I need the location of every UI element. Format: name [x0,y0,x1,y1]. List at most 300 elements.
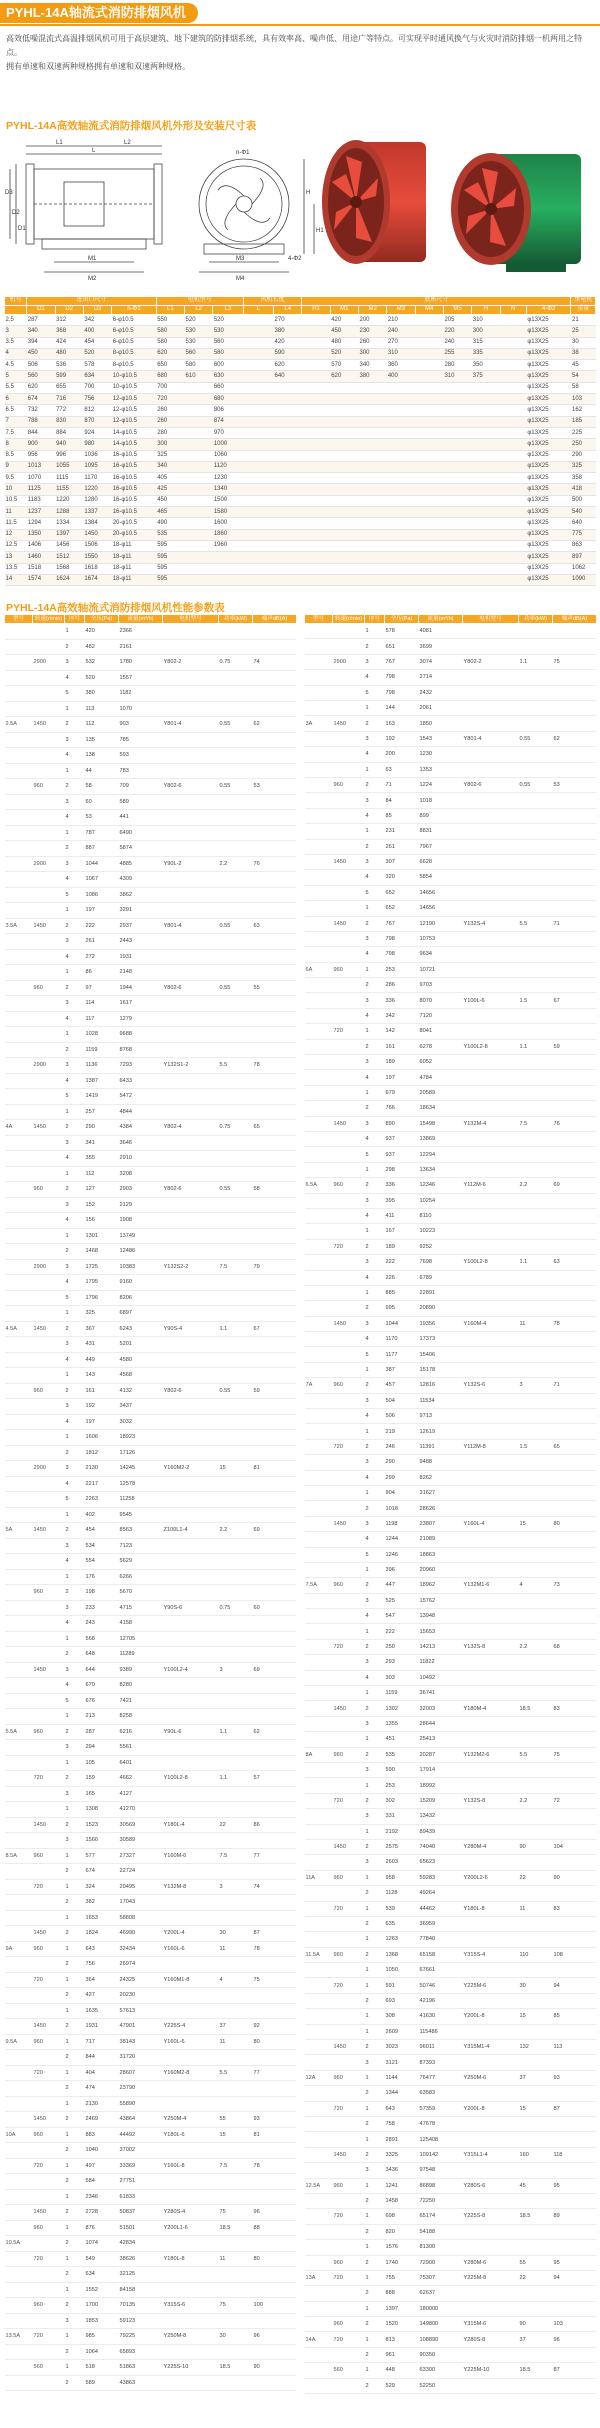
table-cell [387,439,415,450]
table-cell [305,731,333,746]
table-cell: 42196 [419,1993,463,2008]
table-cell: 12-φ10.5 [112,394,157,405]
table-row [305,1532,597,1547]
table-cell: 192 [85,1399,119,1415]
table-cell [519,1916,553,1931]
table-cell: Y100L-6 [463,993,519,1008]
table-cell [5,1771,33,1787]
table-cell [519,1993,553,2008]
table-cell [305,885,333,900]
table-cell [463,1716,519,1731]
table-cell: 13 [5,552,27,563]
table-cell: 0.55 [219,1182,253,1198]
table-cell: 10.5A [5,2236,33,2252]
table-cell: 308 [385,2009,419,2024]
table-cell [5,2003,33,2019]
table-cell [163,2344,219,2360]
table-cell [553,931,597,946]
table-cell [333,1609,365,1624]
table-cell [519,1347,553,1362]
table-cell: 43863 [119,2375,163,2391]
table-cell [5,1585,33,1601]
table-cell: 960 [33,2034,65,2050]
table-cell: 240 [387,326,415,337]
table-cell: 2 [65,1895,85,1911]
table-cell: 2 [65,1321,85,1337]
table-cell: 1468 [85,1244,119,1260]
table-cell: 504 [385,1393,419,1408]
table-cell [5,2096,33,2112]
table-cell: 1824 [85,1926,119,1942]
table-cell: 16-φ10.5 [112,461,157,472]
table-cell [305,1501,333,1516]
table-cell [33,887,65,903]
table-cell [163,1290,219,1306]
table-row [5,1213,297,1229]
table-cell [219,1802,253,1818]
table-cell [163,624,219,640]
table-cell: 4 [219,1972,253,1988]
table-cell [33,624,65,640]
table-row [305,1516,597,1531]
table-cell: 1700 [85,2298,119,2314]
table-cell [163,1414,219,1430]
table-row [5,1259,297,1275]
table-cell: 1 [365,1824,385,1839]
table-cell: 1520 [385,2317,419,2332]
table-cell [553,2116,597,2131]
table-cell: 1543 [419,731,463,746]
table-cell: 1576 [385,2240,419,2255]
table-row [5,1275,297,1291]
table-cell [519,1055,553,1070]
table-row [305,1562,597,1577]
table-cell: 1170 [385,1332,419,1347]
table-cell: 4568 [119,1368,163,1384]
table-cell [302,439,330,450]
dim-label: H1 [316,228,324,234]
table-cell [463,2132,519,2147]
table-cell: 243 [85,1616,119,1632]
table-cell: 720 [333,2270,365,2285]
table-cell: 1931 [119,949,163,965]
table-cell: 2 [65,1957,85,1973]
table-cell: 1334 [55,518,83,529]
table-cell [333,639,365,654]
table-cell [553,793,597,808]
table-row [5,394,596,405]
table-cell [553,1932,597,1947]
table-cell: 4 [365,1008,385,1023]
table-cell [305,1655,333,1670]
table-cell [219,1399,253,1415]
table-cell: 57613 [119,2003,163,2019]
table-cell [305,1101,333,1116]
table-cell [500,540,526,551]
table-cell [553,2378,597,2393]
table-cell: 96 [253,2205,297,2221]
table-cell: 2 [365,1501,385,1516]
table-cell [359,540,387,551]
table-cell [463,2163,519,2178]
table-cell: 1 [365,2270,385,2285]
table-cell: Y100L2-4 [163,1662,219,1678]
table-cell [274,507,302,518]
table-cell [333,1424,365,1439]
table-cell: 1653 [85,1910,119,1926]
table-row [305,1424,597,1439]
table-cell: 4 [365,808,385,823]
table-cell [243,450,273,461]
table-cell: Y802-6 [163,1383,219,1399]
table-cell [33,810,65,826]
table-row [305,1593,597,1608]
table-cell [333,1070,365,1085]
table-cell [253,2050,297,2066]
table-row [305,2178,597,2193]
table-cell [387,450,415,461]
table-cell [330,461,358,472]
table-cell [243,348,273,359]
table-cell [33,2344,65,2360]
table-cell: 960 [333,962,365,977]
table-cell: 2 [365,1039,385,1054]
table-cell [519,1485,553,1500]
table-cell [33,1352,65,1368]
table-cell [219,748,253,764]
table-cell [415,360,443,371]
table-cell: 1 [65,1569,85,1585]
table-cell: 3 [365,1055,385,1070]
table-cell: 51863 [119,2360,163,2376]
table-cell [219,1213,253,1229]
table-cell: Y315S-4 [463,1947,519,1962]
table-cell [553,1301,597,1316]
table-row [305,685,597,700]
table-cell: 1 [65,1368,85,1384]
table-cell: 960 [333,1578,365,1593]
table-cell [553,808,597,823]
table-cell: 2432 [419,685,463,700]
table-cell: 2 [365,2116,385,2131]
table-cell [333,2193,365,2208]
table-cell: 13634 [419,1162,463,1177]
table-cell: 1618 [83,563,111,574]
table-row [5,552,596,563]
table-cell: 1 [365,1686,385,1701]
table-cell [33,1011,65,1027]
performance-table-right-container [304,614,596,2424]
table-row [305,1670,597,1685]
table-cell [274,394,302,405]
table-cell [519,2301,553,2316]
table-cell: 2 [65,2375,85,2391]
table-cell: 1450 [33,1662,65,1678]
table-cell [305,1901,333,1916]
table-cell: 30569 [119,1817,163,1833]
table-cell: 674 [27,394,55,405]
table-cell: 589 [85,2375,119,2391]
table-cell [253,1042,297,1058]
table-cell: 418 [571,484,596,495]
table-cell [500,371,526,382]
table-cell: 1308 [85,1802,119,1818]
table-cell [305,2132,333,2147]
table-cell [253,686,297,702]
table-cell: 4 [365,1270,385,1285]
dim-label: M4 [236,276,245,282]
table-cell: 325 [85,1306,119,1322]
dimension-table-body [5,315,596,586]
table-cell [243,382,273,393]
table-cell: Y160M-4 [463,1316,519,1331]
table-cell: Y180L-4 [163,1817,219,1833]
header-cell: 电机型号 [156,297,243,306]
table-cell [5,732,33,748]
table-cell: 3699 [419,639,463,654]
table-cell [274,518,302,529]
table-cell: 937 [385,1131,419,1146]
table-cell: 17126 [119,1445,163,1461]
table-cell: 28607 [119,2065,163,2081]
table-cell: 580 [156,326,184,337]
table-row [305,1332,597,1347]
table-cell [387,552,415,563]
table-cell [519,1763,553,1778]
table-row [305,1686,597,1701]
table-cell: 58 [85,779,119,795]
table-cell [5,1042,33,1058]
table-cell [415,495,443,506]
table-cell [253,2096,297,2112]
table-cell: 648 [85,1647,119,1663]
table-cell [5,2143,33,2159]
table-cell [219,1786,253,1802]
table-cell: 280 [443,360,471,371]
table-cell [553,624,597,639]
table-cell: 520 [213,315,243,326]
table-cell: 222 [85,918,119,934]
table-cell: 643 [85,1941,119,1957]
table-row [5,529,596,540]
table-cell [274,552,302,563]
table-cell [253,1275,297,1291]
table-cell [5,903,33,919]
table-cell: 1344 [385,2086,419,2101]
table-cell [305,1147,333,1162]
table-cell [5,1135,33,1151]
table-cell [500,552,526,563]
table-cell [253,1647,297,1663]
table-cell: 280 [156,427,184,438]
table-cell: 1.1 [519,1039,553,1054]
table-cell [333,1285,365,1300]
table-cell: 4 [65,1678,85,1694]
table-cell: 595 [156,574,184,585]
table-cell [305,639,333,654]
table-cell: Y112M-8 [463,1439,519,1454]
table-cell: 1450 [333,916,365,931]
table-cell: 960 [333,2255,365,2270]
table-row [5,1445,297,1461]
table-cell [163,810,219,826]
table-cell: 1 [65,1910,85,1926]
table-cell [519,639,553,654]
table-cell [185,405,213,416]
table-cell: 60 [253,1600,297,1616]
table-cell [333,1716,365,1731]
table-row [5,1399,297,1415]
table-cell: 887 [85,841,119,857]
table-cell: 570 [330,360,358,371]
table-cell: 1780 [119,655,163,671]
table-cell: 1136 [85,1058,119,1074]
table-cell [305,2347,333,2362]
table-cell [553,1024,597,1039]
table-row [5,1941,297,1957]
header-cell: 序号 [65,615,85,624]
table-cell: 732 [27,405,55,416]
table-cell [463,1239,519,1254]
table-cell [5,1259,33,1275]
table-cell [305,1116,333,1131]
table-cell: 67 [253,1321,297,1337]
table-cell [333,2224,365,2239]
table-cell [163,872,219,888]
table-cell: 76477 [419,2070,463,2085]
table-row [5,450,596,461]
table-cell: 222 [385,1624,419,1639]
table-cell: 76 [553,1116,597,1131]
table-cell: 5.5 [519,916,553,931]
table-cell: 89439 [419,1824,463,1839]
table-cell: 876 [85,2220,119,2236]
table-cell: Y100L2-8 [463,1039,519,1054]
table-cell: 1 [65,2329,85,2345]
table-cell [5,1554,33,1570]
table-cell [274,574,302,585]
table-cell: 457 [385,1378,419,1393]
table-cell [415,405,443,416]
table-cell: 539 [385,1901,419,1916]
table-cell: Y315M-6 [463,2317,519,2332]
table-cell: 69 [253,1662,297,1678]
table-cell: 590 [385,1763,419,1778]
table-cell [219,1042,253,1058]
table-cell: 380 [359,371,387,382]
table-cell [253,1352,297,1368]
table-cell [302,382,330,393]
table-cell [553,1670,597,1685]
table-cell [330,484,358,495]
table-cell: 1 [365,762,385,777]
table-cell: 8280 [119,1678,163,1694]
table-cell: 1450 [333,1839,365,1854]
table-cell [330,495,358,506]
table-cell: 200 [385,747,419,762]
table-cell: 1740 [385,2255,419,2270]
table-cell: 93 [553,2070,597,2085]
table-cell: Y225S-4 [163,2019,219,2035]
table-cell [185,416,213,427]
table-cell [219,686,253,702]
table-cell [5,1151,33,1167]
table-cell: 176 [85,1569,119,1585]
table-cell [519,1193,553,1208]
table-cell: 8.5A [5,1848,33,1864]
table-cell [33,1290,65,1306]
table-cell [333,1886,365,1901]
table-cell: 3 [365,993,385,1008]
table-cell: Y801-4 [463,731,519,746]
table-cell: 0.55 [519,778,553,793]
table-cell [415,540,443,551]
table-cell: 4 [365,1332,385,1347]
table-cell [500,427,526,438]
table-cell: 451 [385,1732,419,1747]
table-cell: Y802-6 [163,779,219,795]
table-cell [305,1024,333,1039]
table-cell: 960 [33,779,65,795]
table-cell: 534 [85,1538,119,1554]
table-cell [185,552,213,563]
table-cell: 2346 [85,2189,119,2205]
table-cell: 1 [65,2127,85,2143]
table-cell: 310 [387,348,415,359]
table-cell [519,1085,553,1100]
table-cell [330,439,358,450]
table-cell [302,315,330,326]
table-cell: 2900 [333,654,365,669]
table-cell [463,762,519,777]
table-cell: 7421 [119,1693,163,1709]
table-cell: 3 [365,1393,385,1408]
table-cell: Y180L-6 [163,2127,219,2143]
table-cell [387,540,415,551]
table-cell [243,484,273,495]
table-cell: 1600 [213,518,243,529]
table-cell [463,1916,519,1931]
table-cell [359,473,387,484]
table-cell [415,315,443,326]
table-cell: 806 [213,405,243,416]
table-cell: Y90S-6 [163,1600,219,1616]
table-cell: 1 [65,1802,85,1818]
table-cell: 25 [571,326,596,337]
table-cell [302,360,330,371]
table-cell [305,1255,333,1270]
table-cell: Y160L-6 [163,1941,219,1957]
table-cell: φ13X25 [526,450,571,461]
table-cell: φ13X25 [526,461,571,472]
header-cell: 4-Φ2 [526,306,571,315]
header-cell: 序号 [365,615,385,624]
table-cell [553,1147,597,1162]
table-cell [33,1104,65,1120]
table-row [5,934,297,950]
table-cell: 1018 [385,1501,419,1516]
table-cell [553,870,597,885]
table-cell [305,2317,333,2332]
table-cell: 11822 [419,1655,463,1670]
table-cell [5,2360,33,2376]
table-cell [163,1616,219,1632]
table-cell [330,574,358,585]
table-cell [253,794,297,810]
table-row [5,461,596,472]
table-cell: 1350 [27,529,55,540]
table-cell [163,2375,219,2391]
